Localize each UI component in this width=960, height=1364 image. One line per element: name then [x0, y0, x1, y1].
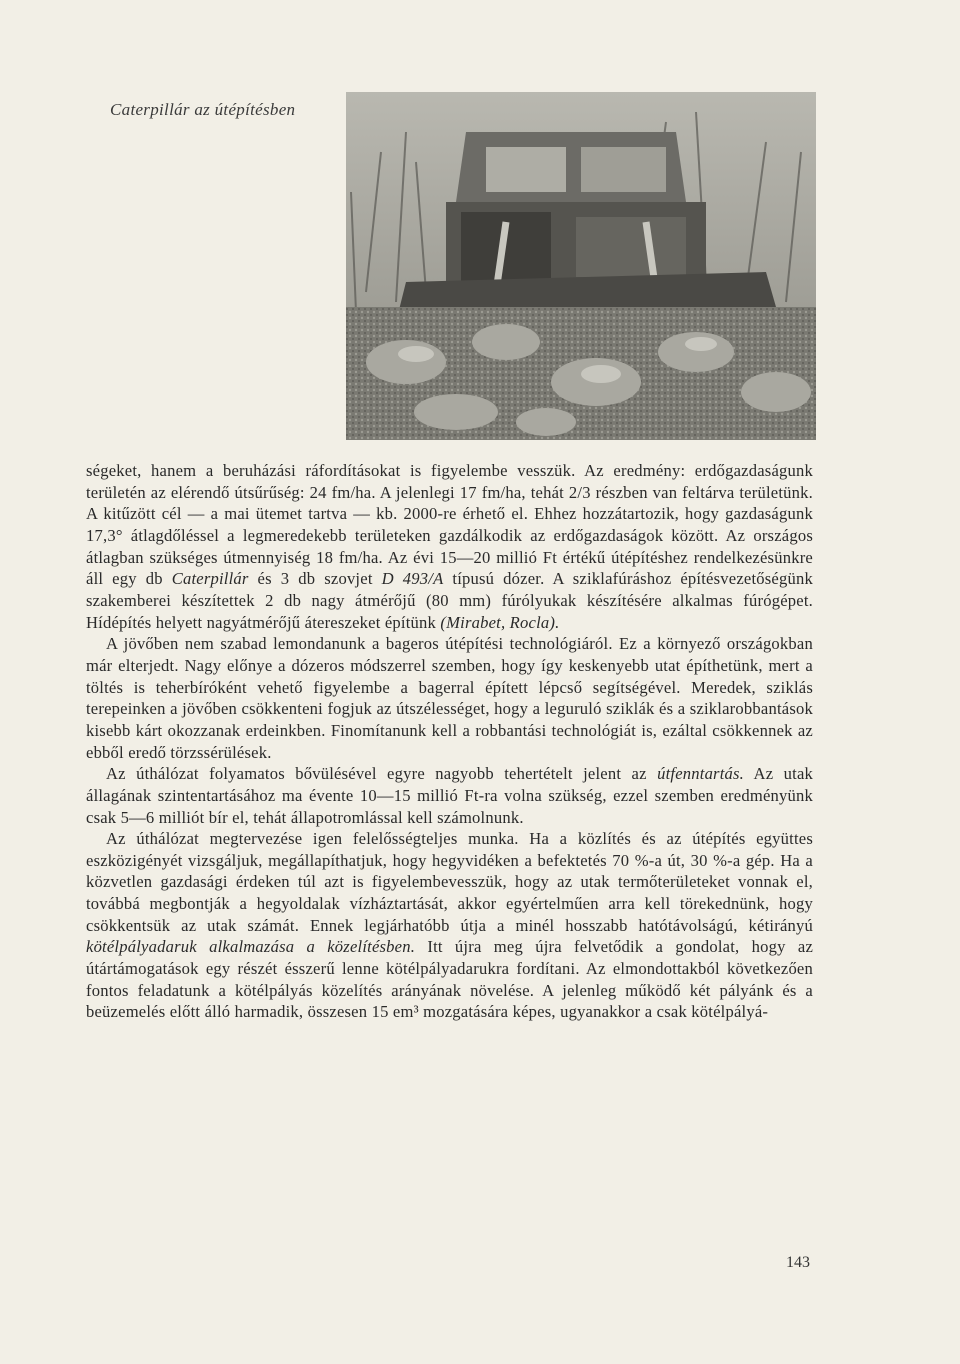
paragraph [86, 633, 813, 763]
text-run: és 3 db szovjet [248, 569, 382, 589]
italic-text: kötélpályadaruk alkalmazása a közelítésben. [86, 937, 416, 957]
paragraph [86, 828, 813, 1023]
bulldozer-photo [346, 92, 816, 440]
italic-text: (Mirabet, Rocla). [440, 612, 560, 632]
text-run: típusú dózer. A sziklafúráshoz építésvezetőségünk szakemberei készítettek 2 db nagy átmérőjű (80 mm) fúrólyukak készítésére alkalmas fúrógépet. Hídépítés helyett nagyátmérőjű átereszeket építünk [86, 569, 813, 632]
page-number: 143 [786, 1254, 810, 1271]
paragraph [86, 763, 813, 828]
text-run: Az utak állagának szintentartásához ma évente 10—15 millió Ft-ra volna szükség, ezzel szemben eredményünk csak 5—6 milliót bír el, tehát állapotromlással kell számolnunk. [86, 764, 814, 827]
italic-text: Caterpillár [171, 569, 249, 589]
text-run: A jövőben nem szabad lemondanunk a bageros útépítési technológiáról. Ez a környező országokban már elterjedt. Nagy előnye a dózeros módszerrel szemben, hogy így keskenyebb utat építhetünk, mert a töltés is teherbíróként vehető figyelembe a bagerral épített lépcső segítségével. Meredek, sziklás terepeinken a jövőben csökkenteni fogjuk az útszélességet, hogy a leguruló sziklák és a sziklarobbantások kisebb kárt okozzanak erdeinkben. Finomítanunk kell a robbantási technológiát is, ezáltal csökkennek az ebből eredő törzssérülések. [86, 634, 813, 762]
italic-text: útfenntartás. [657, 764, 745, 784]
text-run: Itt újra meg újra felvetődik a gondolat, hogy az útártámogatások egy részét ésszerű lenne kötélpályadarukra fordítani. Az elmondottakból következően fontos feladatunk a kötélpályás közelítés arányának növelése. A jelenleg működő két pályánk és a beüzemelés előtt álló harmadik, összesen 15 em³ mozgatására képes, ugyanakkor a csak kötélpályá- [86, 937, 814, 1022]
body-text [86, 460, 813, 1023]
text-run: Az úthálózat megtervezése igen felelősségteljes munka. Ha a közlítés és az útépítés együttes eszközigényét vizsgáljuk, megállapíthatjuk, hogy hegyvidéken a befektetés 70 %-a út, 30 %-a gép. Ha a közvetlen gazdasági érdeken túl azt is figyelembevesszük, hogy az utak termőterületeket vonnak el, továbbá megbontják a hegyoldalak vízháztartását, akkor egyértelműen arra kell törekednünk, hogy csökkentsük az utak számát. Ennek legjárhatóbb útja a minél hosszabb hatótávolságú, kétirányú [86, 829, 813, 935]
italic-text: D 493/A [381, 569, 444, 589]
running-header: Caterpillár az útépítésben [110, 100, 296, 119]
text-run: Az úthálózat folyamatos bővülésével egyre nagyobb tehertételt jelent az [106, 764, 658, 784]
text-run: ségeket, hanem a beruházási ráfordításokat is figyelembe vesszük. Az eredmény: erdőgazdaságunk területén az elérendő útsűrűség: 24 fm/ha. A jelenlegi 17 fm/ha, tehát 2/3 részben van feltárva területünk. A kitűzött cél — a mai ütemet tartva — kb. 2000-re érhető el. Ehhez hozzátartozik, hogy gazdaságunk 17,3° átlagdőléssel a legmeredekebb területeken gazdálkodik az erdőgazdaságok között. Az országos átlagban szükséges útmennyiség 18 fm/ha. Az évi 15—20 millió Ft értékű útépítéshez rendelkezésünkre áll egy db [86, 461, 813, 589]
bulldozer-photo-image [346, 92, 816, 440]
paragraph [86, 460, 813, 633]
